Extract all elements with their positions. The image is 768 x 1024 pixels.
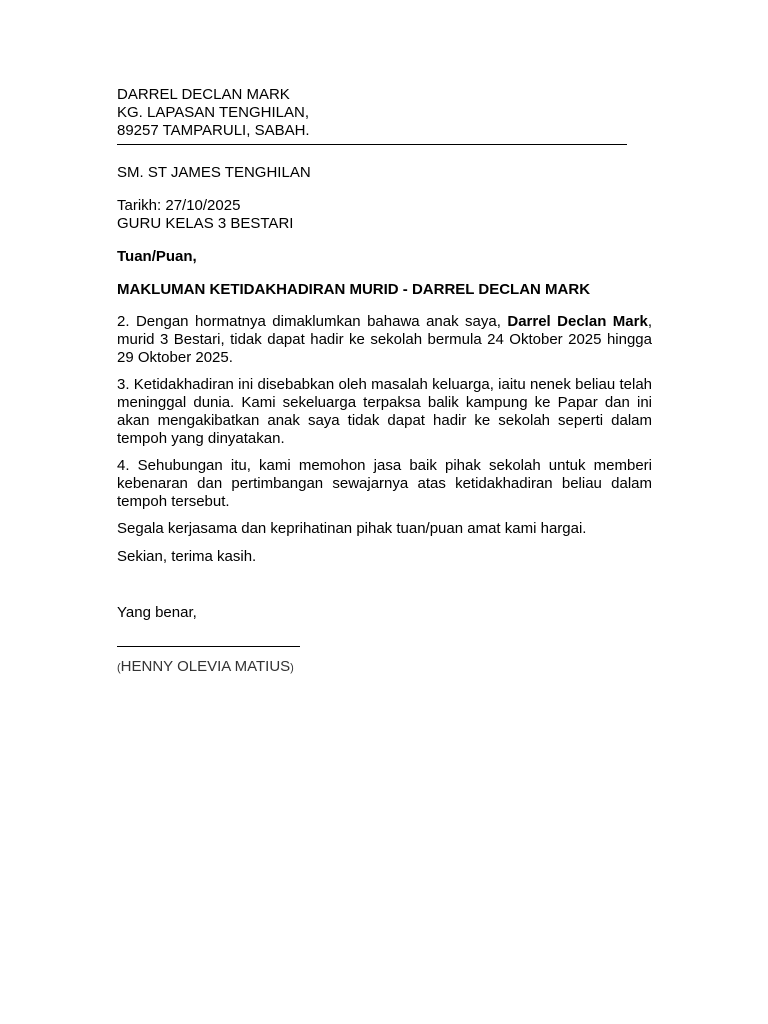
paragraph-5: Segala kerjasama dan keprihatinan pihak tuan/puan amat kami hargai.: [117, 520, 587, 537]
student-name: Darrel Declan Mark: [507, 313, 648, 330]
date-block: [117, 197, 652, 233]
sender-name: DARREL DECLAN MARK: [117, 86, 290, 103]
letter-subject: MAKLUMAN KETIDAKHADIRAN MURID - DARREL DECLAN MARK: [117, 281, 591, 298]
salutation: Tuan/Puan,: [117, 248, 197, 265]
sender-address-line-2: 89257 TAMPARULI, SABAH.: [117, 122, 310, 139]
letter-date: Tarikh: 27/10/2025: [117, 197, 241, 214]
paragraph-6: Sekian, terima kasih.: [117, 548, 257, 565]
paragraph-2-rest: , murid 3 Bestari, tidak dapat hadir ke sekolah bermula 24 Oktober 2025 hingga 29 Oktober 2025.: [117, 313, 652, 366]
sender-address-line-1: KG. LAPASAN TENGHILAN,: [117, 104, 310, 121]
recipient-attention: GURU KELAS 3 BESTARI: [117, 215, 294, 232]
paragraph-2-intro: 2. Dengan hormatnya dimaklumkan bahawa anak saya,: [117, 313, 508, 330]
closing: Yang benar,: [117, 604, 197, 621]
recipient-school: SM. ST JAMES TENGHILAN: [117, 164, 311, 181]
sender-block: [117, 86, 652, 145]
paragraph-3: 3. Ketidakhadiran ini disebabkan oleh masalah keluarga, iaitu nenek beliau telah meninggal dunia. Kami sekeluarga terpaksa balik kampung ke Papar dan ini akan mengakibatkan anak saya tidak dapat hadir ke sekolah seperti dalam tempoh yang dinyatakan.: [117, 376, 652, 447]
signer-name: HENNY OLEVIA MATIUS: [120, 658, 291, 675]
open-paren: (: [117, 662, 121, 674]
letter-page: [117, 86, 652, 677]
signer-name-block: [117, 658, 652, 677]
signature-line: [117, 646, 300, 647]
paragraph-2: [117, 313, 652, 367]
sender-divider: [117, 144, 627, 145]
paragraph-4: 4. Sehubungan itu, kami memohon jasa baik pihak sekolah untuk memberi kebenaran dan pertimbangan sewajarnya atas ketidakhadiran beliau dalam tempoh tersebut.: [117, 457, 652, 510]
close-paren: ): [290, 662, 294, 674]
